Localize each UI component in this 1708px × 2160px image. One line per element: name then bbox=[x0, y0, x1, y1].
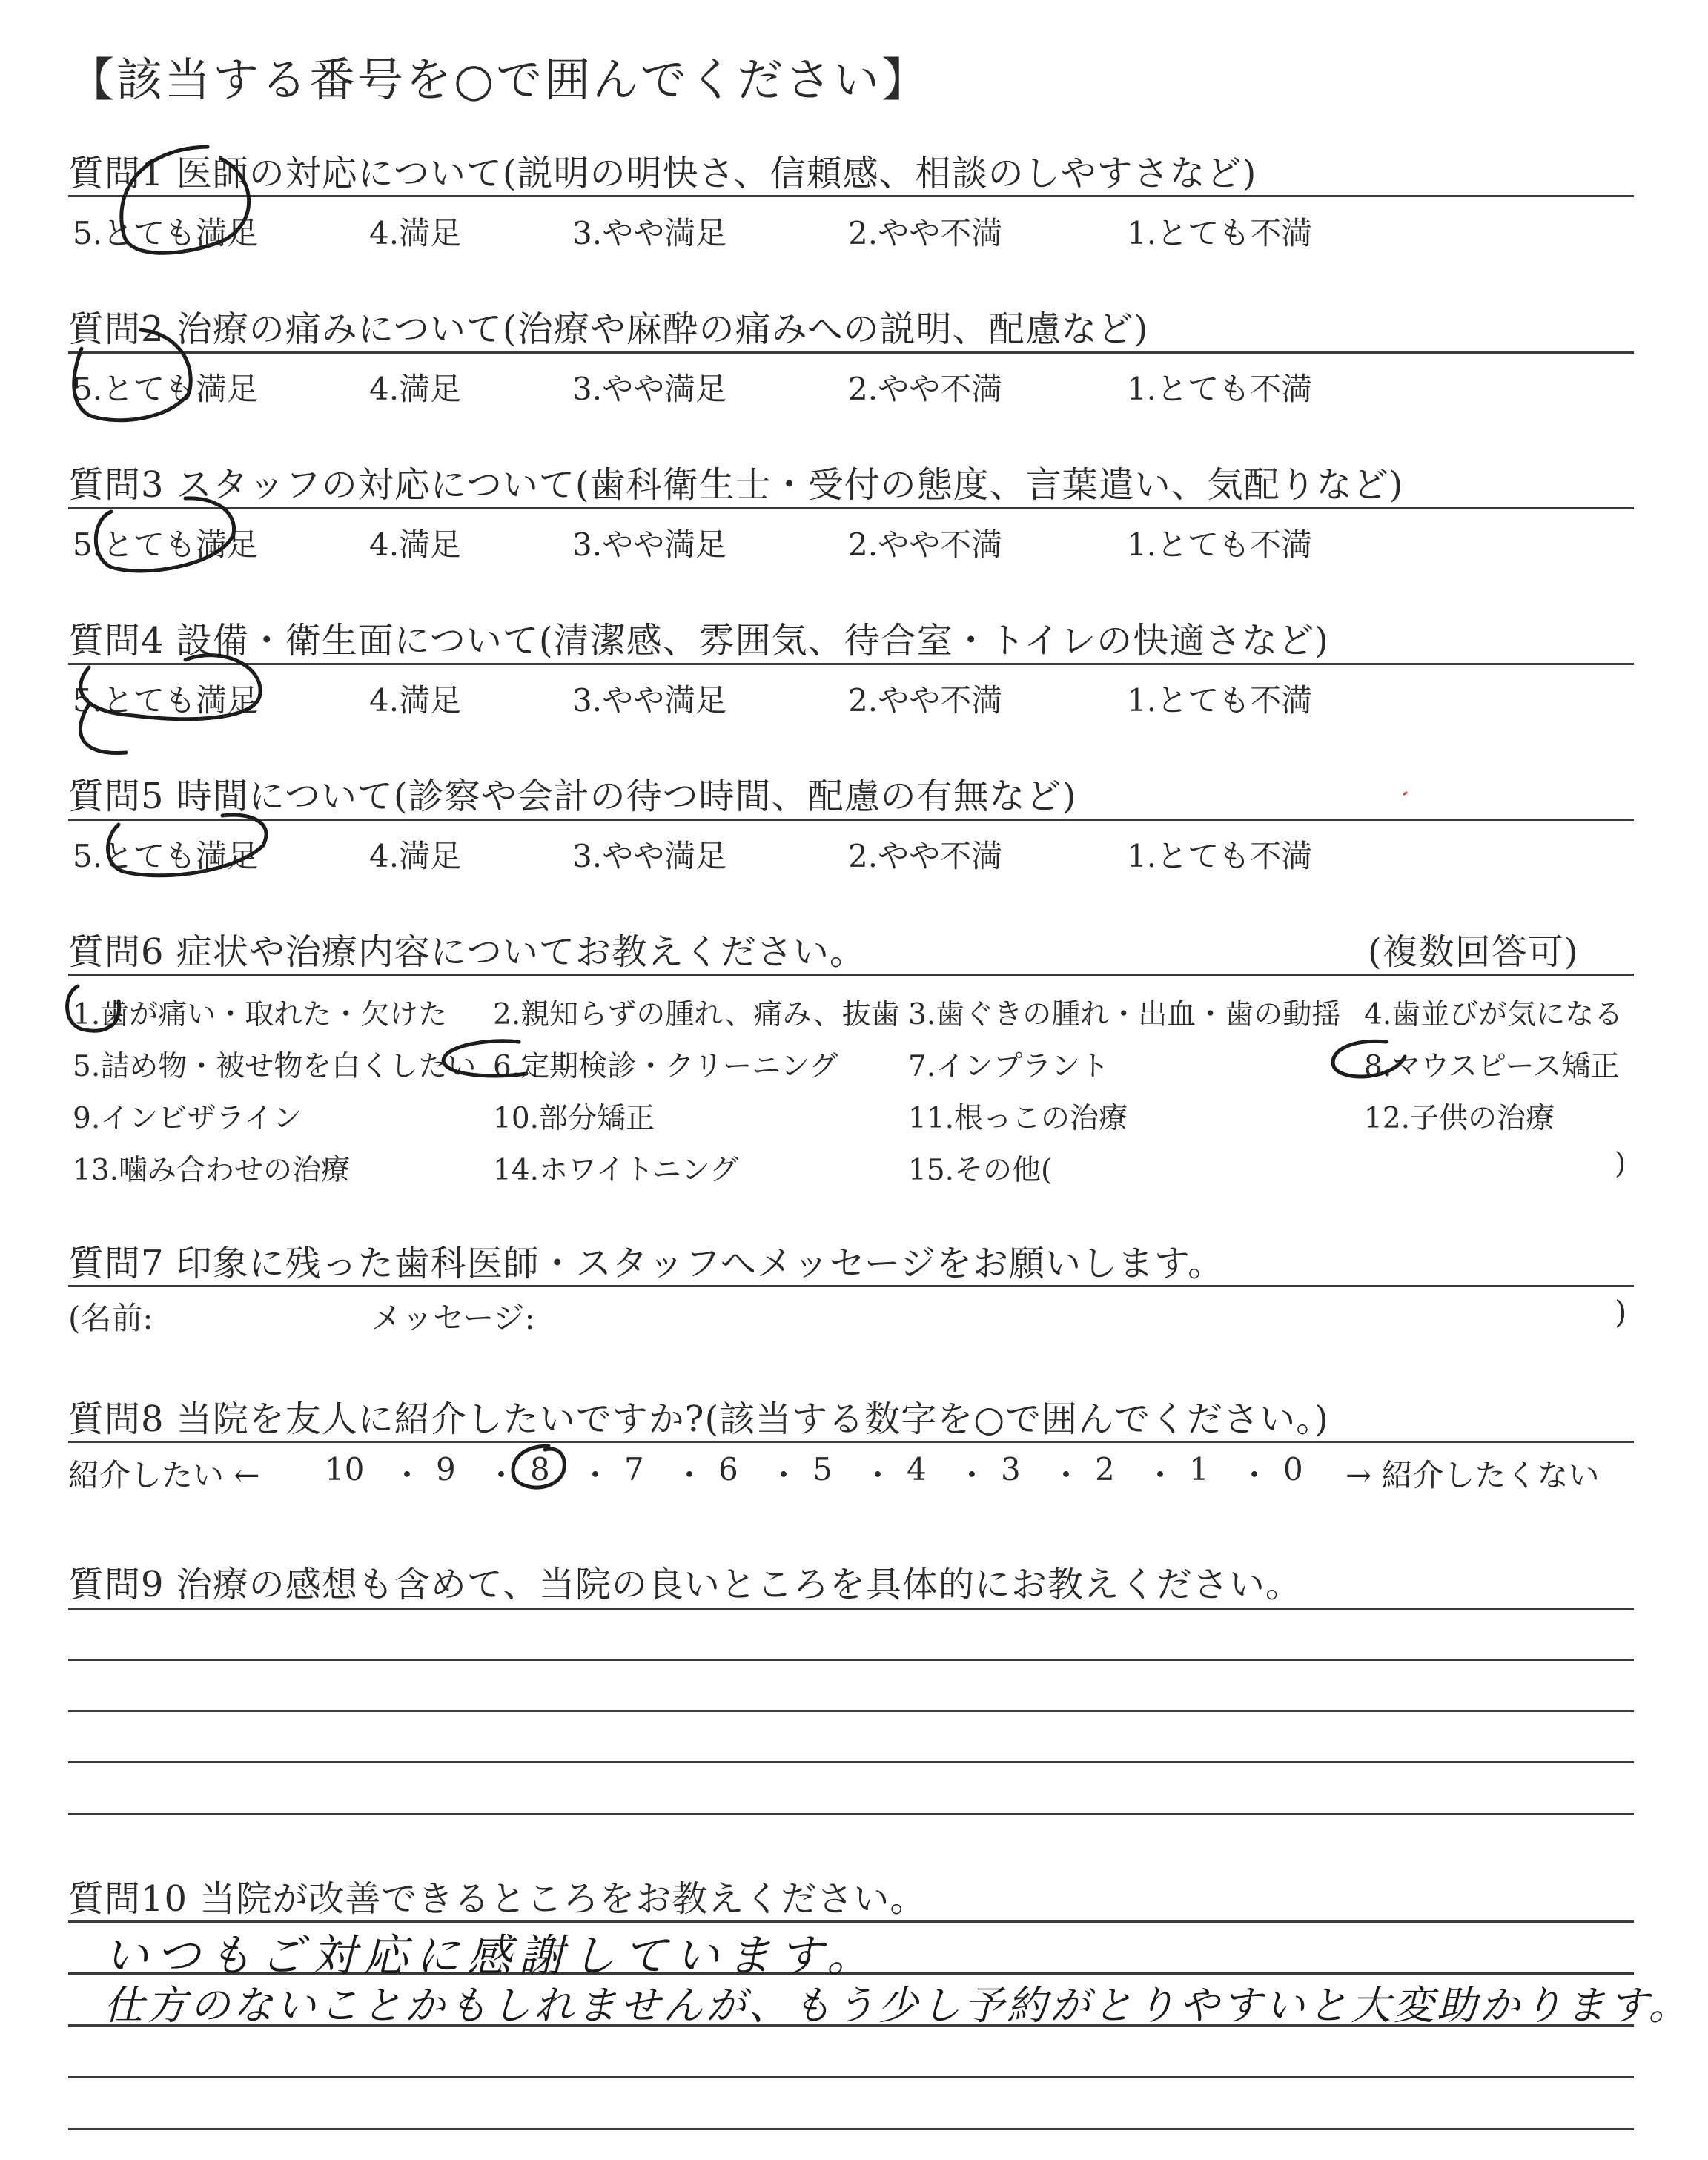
scale-dot: ・ bbox=[768, 1457, 800, 1493]
question-4-title: 質問4 設備・衛生面について(清潔感、雰囲気、待合室・トイレの快適さなど) bbox=[68, 620, 1329, 661]
q6-option-10[interactable]: 10.部分矯正 bbox=[493, 1102, 655, 1135]
scale-dot: ・ bbox=[1050, 1457, 1082, 1493]
q6-option-6[interactable]: 6.定期検診・クリーニング bbox=[493, 1050, 838, 1083]
handwritten-answer-line-2: 仕方のないことかもしれませんが、もう少し予約がとりやすいと大変助かります。 bbox=[104, 1982, 1692, 2029]
pen-circle-q6-1 bbox=[67, 986, 119, 1031]
q6-option-2[interactable]: 2.親知らずの腫れ、痛み、抜歯 bbox=[493, 998, 900, 1031]
scale-dot: ・ bbox=[1145, 1457, 1176, 1493]
question-6-title: 質問6 症状や治療内容についてお教えください。 bbox=[68, 931, 866, 973]
option-2[interactable]: 2.やや不満 bbox=[848, 371, 1003, 407]
question-2-title: 質問2 治療の痛みについて(治療や麻酔の痛みへの説明、配慮など) bbox=[68, 308, 1149, 350]
option-5[interactable]: 5.とても満足 bbox=[73, 682, 259, 719]
scale-6[interactable]: 6 bbox=[718, 1451, 738, 1487]
option-1[interactable]: 1.とても不満 bbox=[1127, 371, 1313, 407]
scale-dot: ・ bbox=[486, 1457, 517, 1493]
option-4[interactable]: 4.満足 bbox=[369, 215, 462, 251]
scale-dot: ・ bbox=[674, 1457, 706, 1493]
scale-dot: ・ bbox=[956, 1457, 988, 1493]
scale-dot: ・ bbox=[1239, 1457, 1271, 1493]
q6-option-9[interactable]: 9.インビザライン bbox=[73, 1102, 302, 1135]
option-1[interactable]: 1.とても不満 bbox=[1127, 838, 1313, 874]
option-1[interactable]: 1.とても不満 bbox=[1127, 526, 1313, 563]
question-8-title: 質問8 当院を友人に紹介したいですか?(該当する数字を○で囲んでください。) bbox=[68, 1398, 1329, 1440]
option-3[interactable]: 3.やや満足 bbox=[572, 526, 727, 563]
scale-5[interactable]: 5 bbox=[812, 1451, 833, 1487]
q6-option-1[interactable]: 1.歯が痛い・取れた・欠けた bbox=[73, 998, 448, 1031]
other-close-paren: ) bbox=[1615, 1147, 1626, 1180]
q6-option-3[interactable]: 3.歯ぐきの腫れ・出血・歯の動揺 bbox=[908, 998, 1341, 1031]
option-2[interactable]: 2.やや不満 bbox=[848, 526, 1003, 563]
option-4[interactable]: 4.満足 bbox=[369, 682, 462, 719]
q6-option-5[interactable]: 5.詰め物・被せ物を白くしたい bbox=[73, 1050, 477, 1083]
question-10-title: 質問10 当院が改善できるところをお教えください。 bbox=[68, 1878, 927, 1920]
recommend-label: 紹介したい ← bbox=[68, 1457, 260, 1493]
question-7-title: 質問7 印象に残った歯科医師・スタッフへメッセージをお願いします。 bbox=[68, 1243, 1225, 1284]
option-3[interactable]: 3.やや満足 bbox=[572, 838, 727, 874]
pen-circle-q2 bbox=[74, 330, 191, 420]
option-2[interactable]: 2.やや不満 bbox=[848, 838, 1003, 874]
q6-option-12[interactable]: 12.子供の治療 bbox=[1364, 1102, 1555, 1135]
scale-1[interactable]: 1 bbox=[1189, 1451, 1209, 1487]
pen-circle-q6-8 bbox=[1333, 1041, 1405, 1077]
scale-dot: ・ bbox=[862, 1457, 894, 1493]
scale-0[interactable]: 0 bbox=[1283, 1451, 1303, 1487]
option-5[interactable]: 5.とても満足 bbox=[73, 371, 259, 407]
pen-circle-q8 bbox=[513, 1446, 564, 1487]
pen-circle-q1 bbox=[122, 147, 249, 253]
scale-7[interactable]: 7 bbox=[624, 1451, 644, 1487]
pen-circle-q6-6 bbox=[443, 1041, 526, 1076]
option-4[interactable]: 4.満足 bbox=[369, 526, 462, 563]
question-3-title: 質問3 スタッフの対応について(歯科衛生士・受付の態度、言葉遣い、気配りなど) bbox=[68, 464, 1404, 506]
scale-4[interactable]: 4 bbox=[907, 1451, 927, 1487]
q6-option-15[interactable]: 15.その他( bbox=[908, 1154, 1053, 1187]
question-9-title: 質問9 治療の感想も含めて、当院の良いところを具体的にお教えください。 bbox=[68, 1564, 1302, 1605]
handwritten-answer-line-1: いつもご対応に感謝しています。 bbox=[104, 1930, 879, 1982]
pen-circle-q3 bbox=[96, 498, 234, 571]
option-3[interactable]: 3.やや満足 bbox=[572, 682, 727, 719]
option-2[interactable]: 2.やや不満 bbox=[848, 215, 1003, 251]
question-5-title: 質問5 時間について(診察や会計の待つ時間、配慮の有無など) bbox=[68, 776, 1077, 817]
scale-3[interactable]: 3 bbox=[1001, 1451, 1021, 1487]
option-3[interactable]: 3.やや満足 bbox=[572, 215, 727, 251]
option-5[interactable]: 5.とても満足 bbox=[73, 215, 259, 251]
option-2[interactable]: 2.やや不満 bbox=[848, 682, 1003, 719]
option-1[interactable]: 1.とても不満 bbox=[1127, 215, 1313, 251]
scale-dot: ・ bbox=[391, 1457, 423, 1493]
q6-option-13[interactable]: 13.噛み合わせの治療 bbox=[73, 1154, 351, 1187]
option-3[interactable]: 3.やや満足 bbox=[572, 371, 727, 407]
option-5[interactable]: 5.とても満足 bbox=[73, 838, 259, 874]
option-4[interactable]: 4.満足 bbox=[369, 838, 462, 874]
q6-option-8[interactable]: 8.マウスピース矯正 bbox=[1364, 1050, 1620, 1083]
question-1-title: 質問1 医師の対応について(説明の明快さ、信頼感、相談のしやすさなど) bbox=[68, 153, 1257, 194]
stray-red-mark bbox=[1403, 792, 1407, 795]
message-close-paren: ) bbox=[1615, 1294, 1627, 1330]
q6-option-14[interactable]: 14.ホワイトニング bbox=[493, 1154, 739, 1187]
scale-dot: ・ bbox=[580, 1457, 612, 1493]
q6-option-11[interactable]: 11.根っこの治療 bbox=[908, 1102, 1128, 1135]
pen-circle-q4 bbox=[81, 655, 260, 719]
scale-8[interactable]: 8 bbox=[530, 1451, 550, 1487]
scale-10[interactable]: 10 bbox=[325, 1451, 365, 1487]
multiple-answer-note: (複数回答可) bbox=[1368, 931, 1579, 973]
message-label: メッセージ: bbox=[371, 1300, 535, 1336]
option-4[interactable]: 4.満足 bbox=[369, 371, 462, 407]
not-recommend-label: → 紹介したくない bbox=[1345, 1457, 1600, 1493]
option-1[interactable]: 1.とても不満 bbox=[1127, 682, 1313, 719]
scale-9[interactable]: 9 bbox=[436, 1451, 456, 1487]
option-5[interactable]: 5.とても満足 bbox=[73, 526, 259, 563]
q6-option-4[interactable]: 4.歯並びが気になる bbox=[1364, 998, 1623, 1031]
scale-2[interactable]: 2 bbox=[1095, 1451, 1115, 1487]
pen-circle-q5 bbox=[108, 815, 266, 876]
q6-option-7[interactable]: 7.インプラント bbox=[908, 1050, 1110, 1083]
form-header: 【該当する番号を○で囲んでください】 bbox=[68, 53, 930, 107]
name-label: (名前: bbox=[68, 1300, 153, 1336]
